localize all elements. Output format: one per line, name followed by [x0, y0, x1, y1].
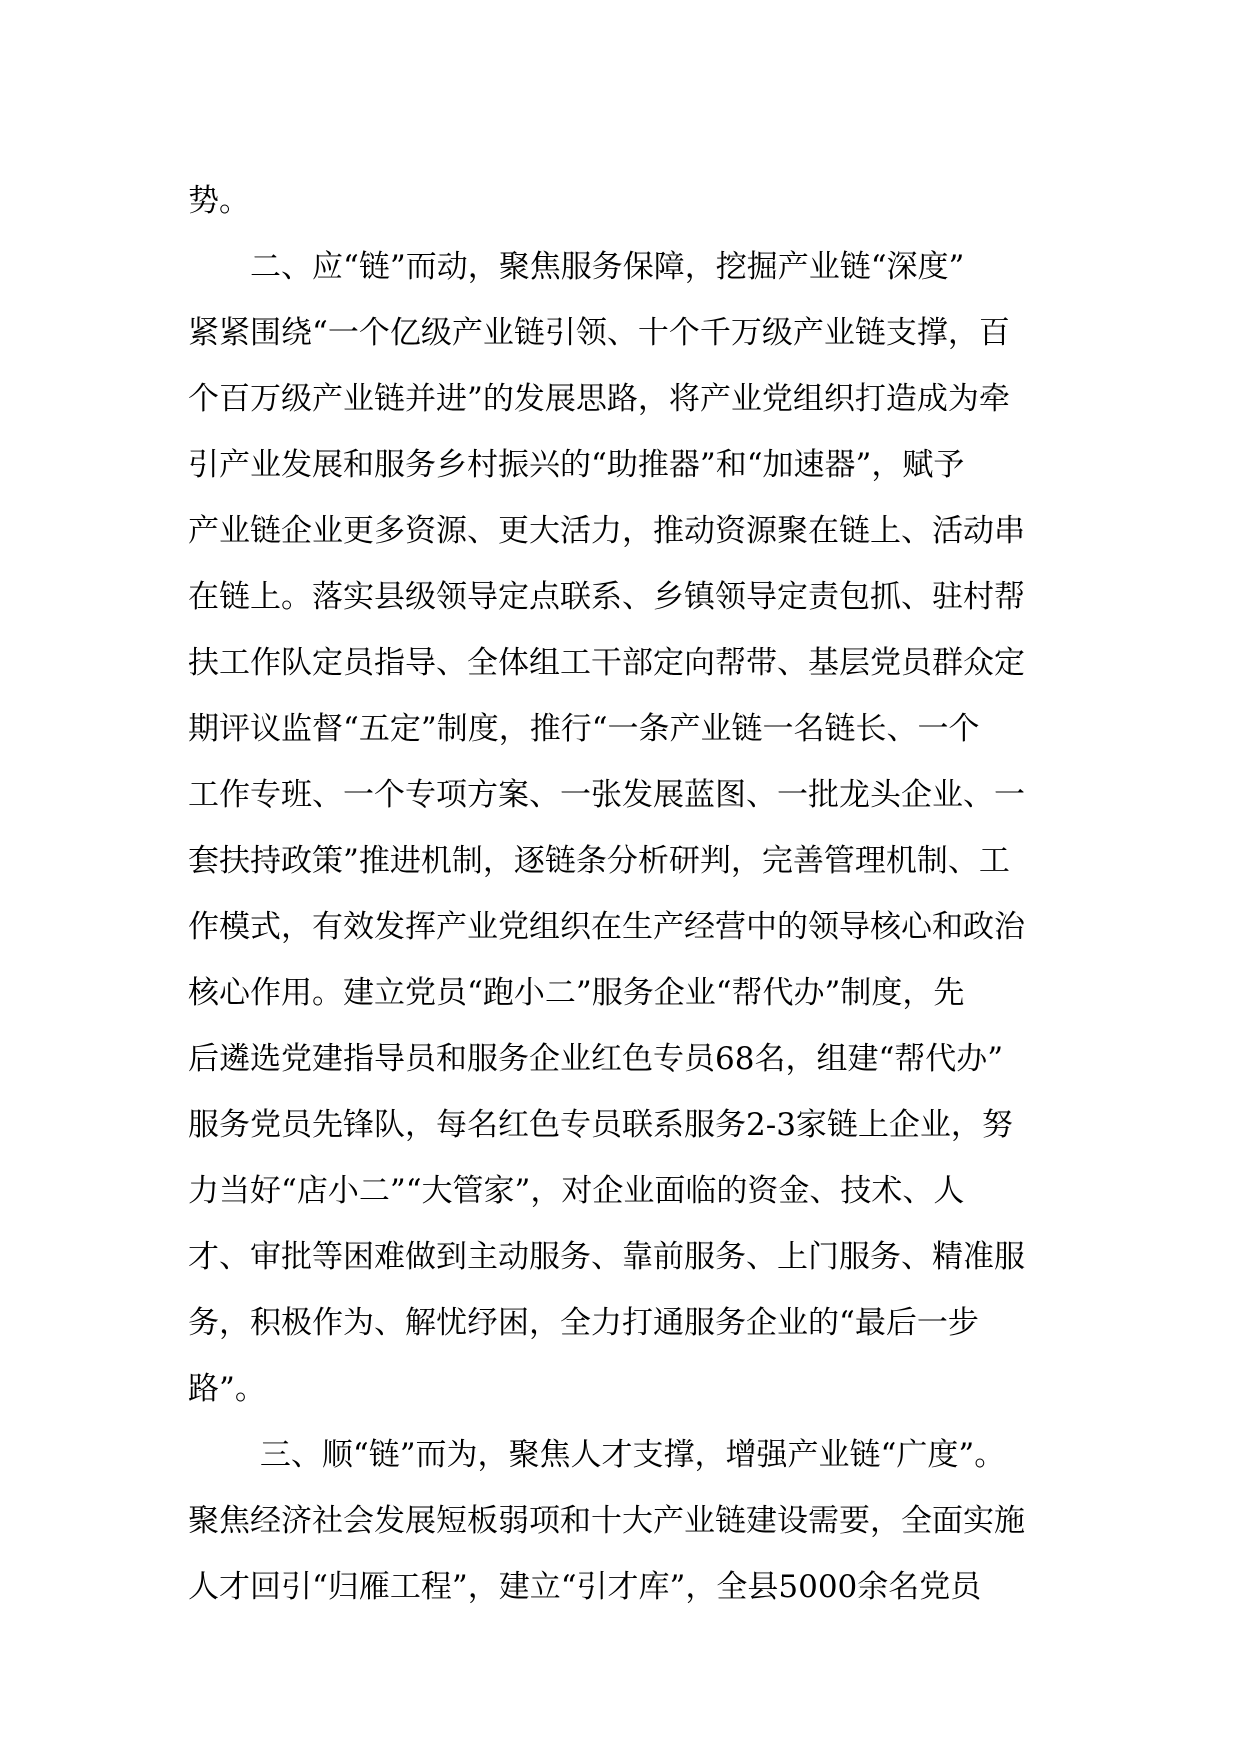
text-line: 工作专班、一个专项方案、一张发展蓝图、一批龙头企业、一 [188, 777, 1025, 813]
text-line: 紧紧围绕“一个亿级产业链引领、十个千万级产业链支撑，百 [188, 315, 1010, 351]
text-line: 期评议监督“五定”制度，推行“一条产业链一名链长、一个 [188, 711, 980, 747]
text-line: 作模式，有效发挥产业党组织在生产经营中的领导核心和政治 [188, 909, 1025, 945]
text-line: 务，积极作为、解忧纾困，全力打通服务企业的“最后一步 [188, 1305, 979, 1341]
text-line: 核心作用。建立党员“跑小二”服务企业“帮代办”制度，先 [188, 975, 965, 1011]
text-line: 个百万级产业链并进”的发展思路，将产业党组织打造成为牵 [188, 381, 1010, 417]
text-line: 势。 [188, 183, 250, 219]
text-line: 产业链企业更多资源、更大活力，推动资源聚在链上、活动串 [188, 513, 1025, 549]
text-line: 套扶持政策”推进机制，逐链条分析研判，完善管理机制、工 [188, 843, 1010, 879]
text-line: 在链上。落实县级领导定点联系、乡镇领导定责包抓、驻村帮 [188, 579, 1025, 615]
text-line: 扶工作队定员指导、全体组工干部定向帮带、基层党员群众定 [188, 645, 1025, 681]
text-line: 引产业发展和服务乡村振兴的“助推器”和“加速器”，赋予 [188, 447, 965, 483]
text-line: 路”。 [188, 1371, 266, 1407]
text-line: 力当好“店小二”“大管家”，对企业面临的资金、技术、人 [188, 1173, 965, 1209]
text-line: 三、顺“链”而为，聚焦人才支撑，增强产业链“广度”。 [188, 1437, 1006, 1473]
text-line: 后遴选党建指导员和服务企业红色专员68名，组建“帮代办” [188, 1041, 1004, 1077]
text-line: 才、审批等困难做到主动服务、靠前服务、上门服务、精准服 [188, 1239, 1025, 1275]
text-line: 人才回引“归雁工程”，建立“引才库”，全县5000余名党员 [188, 1569, 982, 1605]
text-line: 服务党员先锋队，每名红色专员联系服务2-3家链上企业，努 [188, 1107, 1013, 1143]
text-line: 聚焦经济社会发展短板弱项和十大产业链建设需要，全面实施 [188, 1503, 1025, 1539]
text-line: 二、应“链”而动，聚焦服务保障，挖掘产业链“深度” [188, 249, 965, 285]
